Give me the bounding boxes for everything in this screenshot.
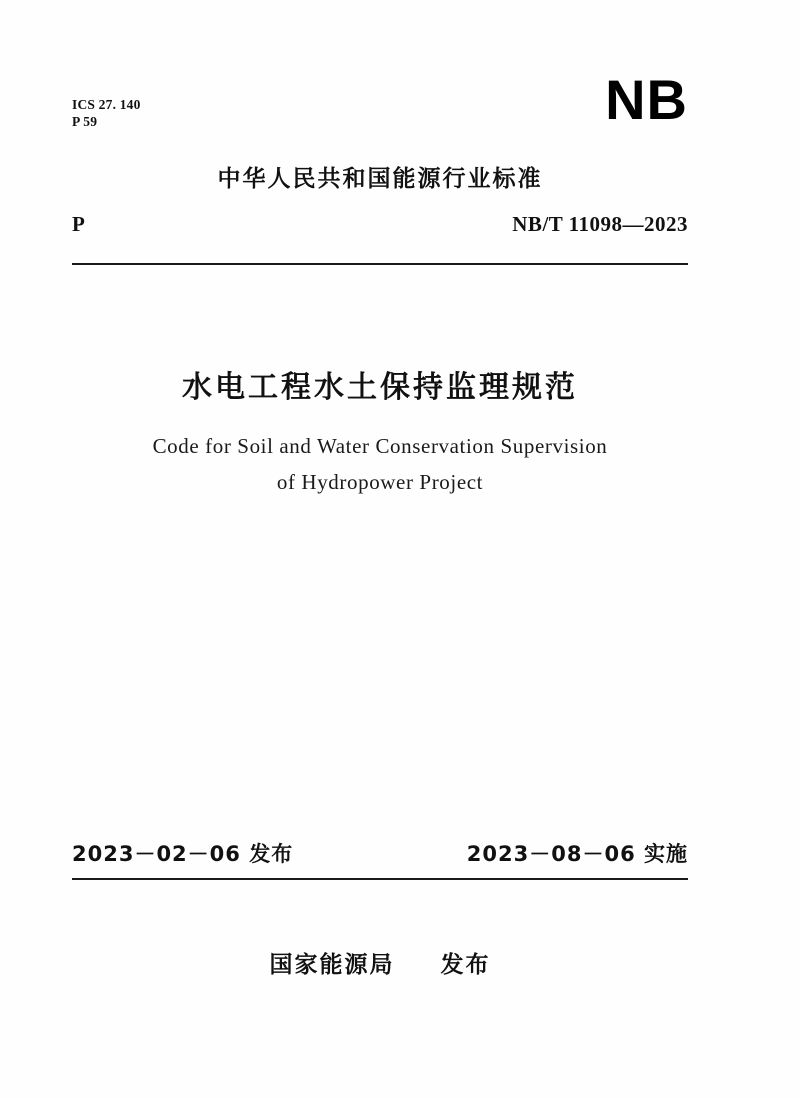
ics-block	[72, 96, 141, 130]
authority-line: 中华人民共和国能源行业标准	[217, 166, 543, 192]
publisher-row	[72, 946, 688, 979]
standard-number: NB/T 11098—2023	[512, 212, 688, 236]
divider-bottom	[72, 878, 688, 880]
category-code: P 59	[72, 114, 98, 129]
publish-action: 发布	[440, 952, 491, 978]
ics-code: ICS 27. 140	[72, 97, 141, 112]
classification-letter: P	[72, 212, 85, 236]
title-english-line1: Code for Soil and Water Conservation Supervision	[152, 434, 608, 458]
dates-row	[72, 838, 688, 872]
publisher-name: 国家能源局	[269, 952, 395, 978]
divider-top	[72, 263, 688, 265]
title-english	[72, 428, 688, 500]
header-row	[72, 68, 688, 158]
nb-logo: NB	[605, 68, 688, 131]
title-english-line2: of Hydropower Project	[276, 470, 484, 494]
code-row	[72, 212, 688, 242]
effective-date: 2023－08－06 实施	[466, 842, 688, 866]
title-chinese: 水电工程水土保持监理规范	[182, 370, 578, 405]
cover-content	[72, 0, 688, 1098]
issue-date: 2023－02－06 发布	[72, 842, 294, 866]
